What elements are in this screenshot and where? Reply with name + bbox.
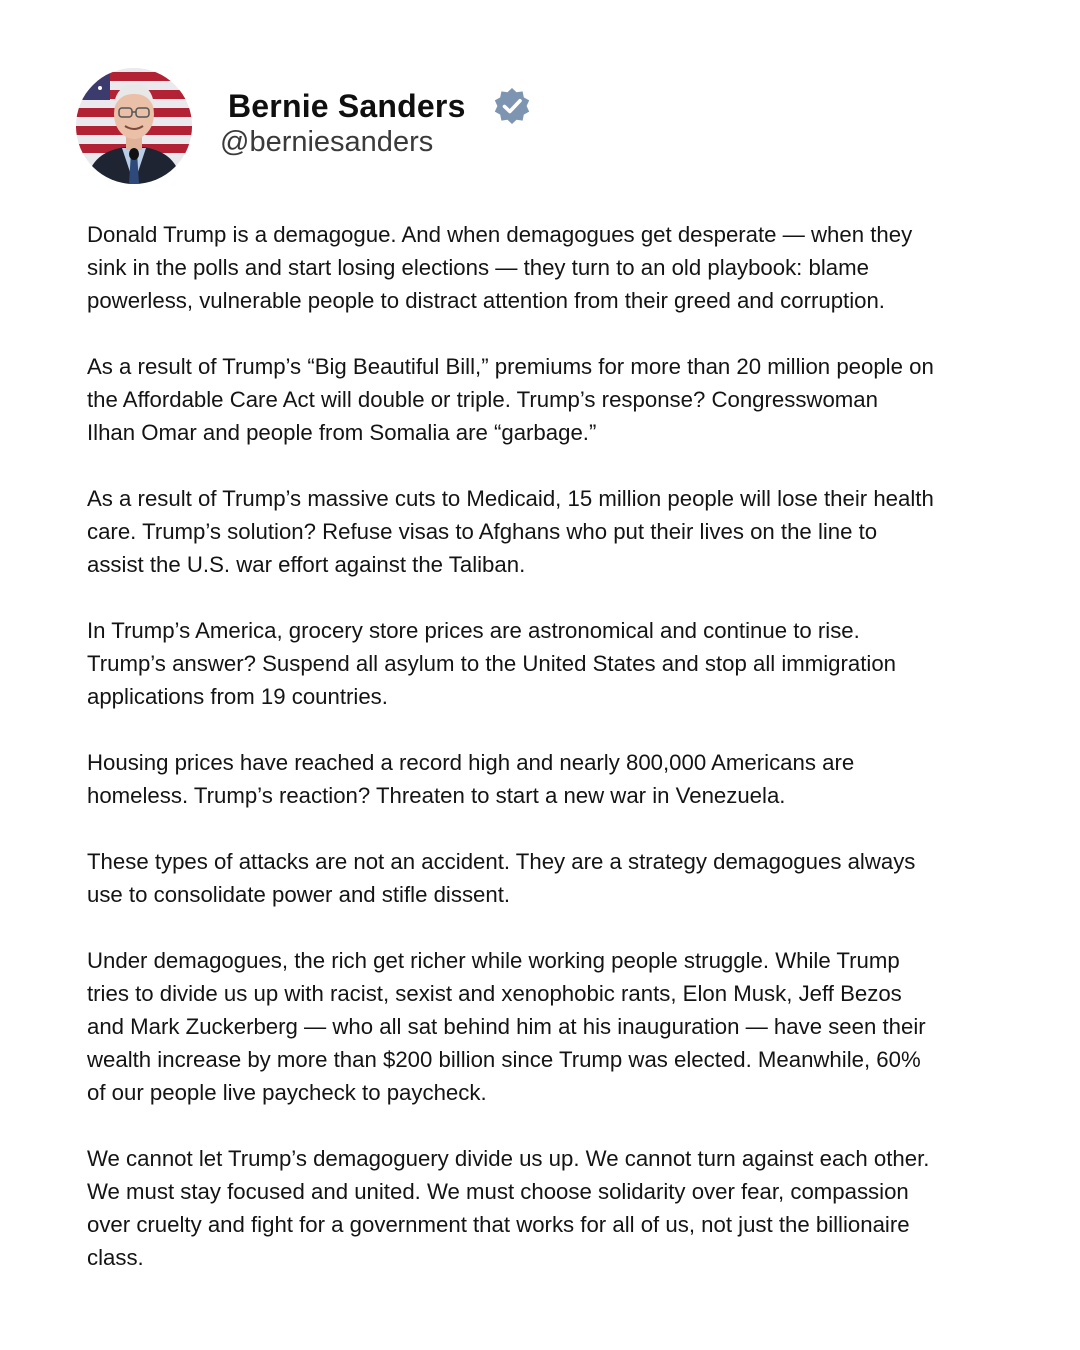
post-body bbox=[87, 218, 1017, 1274]
post-paragraph: Housing prices have reached a record high and nearly 800,000 Americans are homeless. Trump’s reaction? Threaten to start a new war in Venezuela. bbox=[87, 750, 855, 808]
display-name[interactable]: Bernie Sanders bbox=[228, 87, 466, 124]
profile-photo bbox=[76, 68, 192, 184]
avatar[interactable] bbox=[76, 68, 192, 184]
post-paragraph: These types of attacks are not an accident. They are a strategy demagogues always use to consolidate power and stifle dissent. bbox=[87, 849, 916, 907]
post-header bbox=[76, 68, 676, 186]
post-paragraph: As a result of Trump’s massive cuts to Medicaid, 15 million people will lose their health care. Trump’s solution? Refuse visas to Afghans who put their lives on the line to assist the U.S. war effort against the Taliban. bbox=[87, 486, 934, 577]
verified-badge-icon bbox=[492, 86, 532, 126]
post-paragraph: As a result of Trump’s “Big Beautiful Bill,” premiums for more than 20 million people on the Affordable Care Act will double or triple. Trump’s response? Congresswoman Ilhan Omar and people from Somalia are “garbage.” bbox=[87, 354, 934, 445]
post-paragraph: We cannot let Trump’s demagoguery divide us up. We cannot turn against each other. We must stay focused and united. We must choose solidarity over fear, compassion over cruelty and fight for a government that works for all of us, not just the billionaire class. bbox=[87, 1146, 930, 1270]
post-paragraph: Under demagogues, the rich get richer while working people struggle. While Trump tries to divide us up with racist, sexist and xenophobic rants, Elon Musk, Jeff Bezos and Mark Zuckerberg — who all sat behind him at his inauguration — have seen their wealth increase by more than $200 billion since Trump was elected. Meanwhile, 60% of our people live paycheck to paycheck. bbox=[87, 948, 926, 1105]
user-handle[interactable]: @berniesanders bbox=[220, 126, 434, 158]
name-row bbox=[228, 86, 532, 126]
post-paragraph: Donald Trump is a demagogue. And when demagogues get desperate — when they sink in the polls and start losing elections — they turn to an old playbook: blame powerless, vulnerable people to distract attention from their greed and corruption. bbox=[87, 222, 913, 313]
post-paragraph: In Trump’s America, grocery store prices are astronomical and continue to rise. Trump’s answer? Suspend all asylum to the United States and stop all immigration applications from 19 countries. bbox=[87, 618, 897, 709]
